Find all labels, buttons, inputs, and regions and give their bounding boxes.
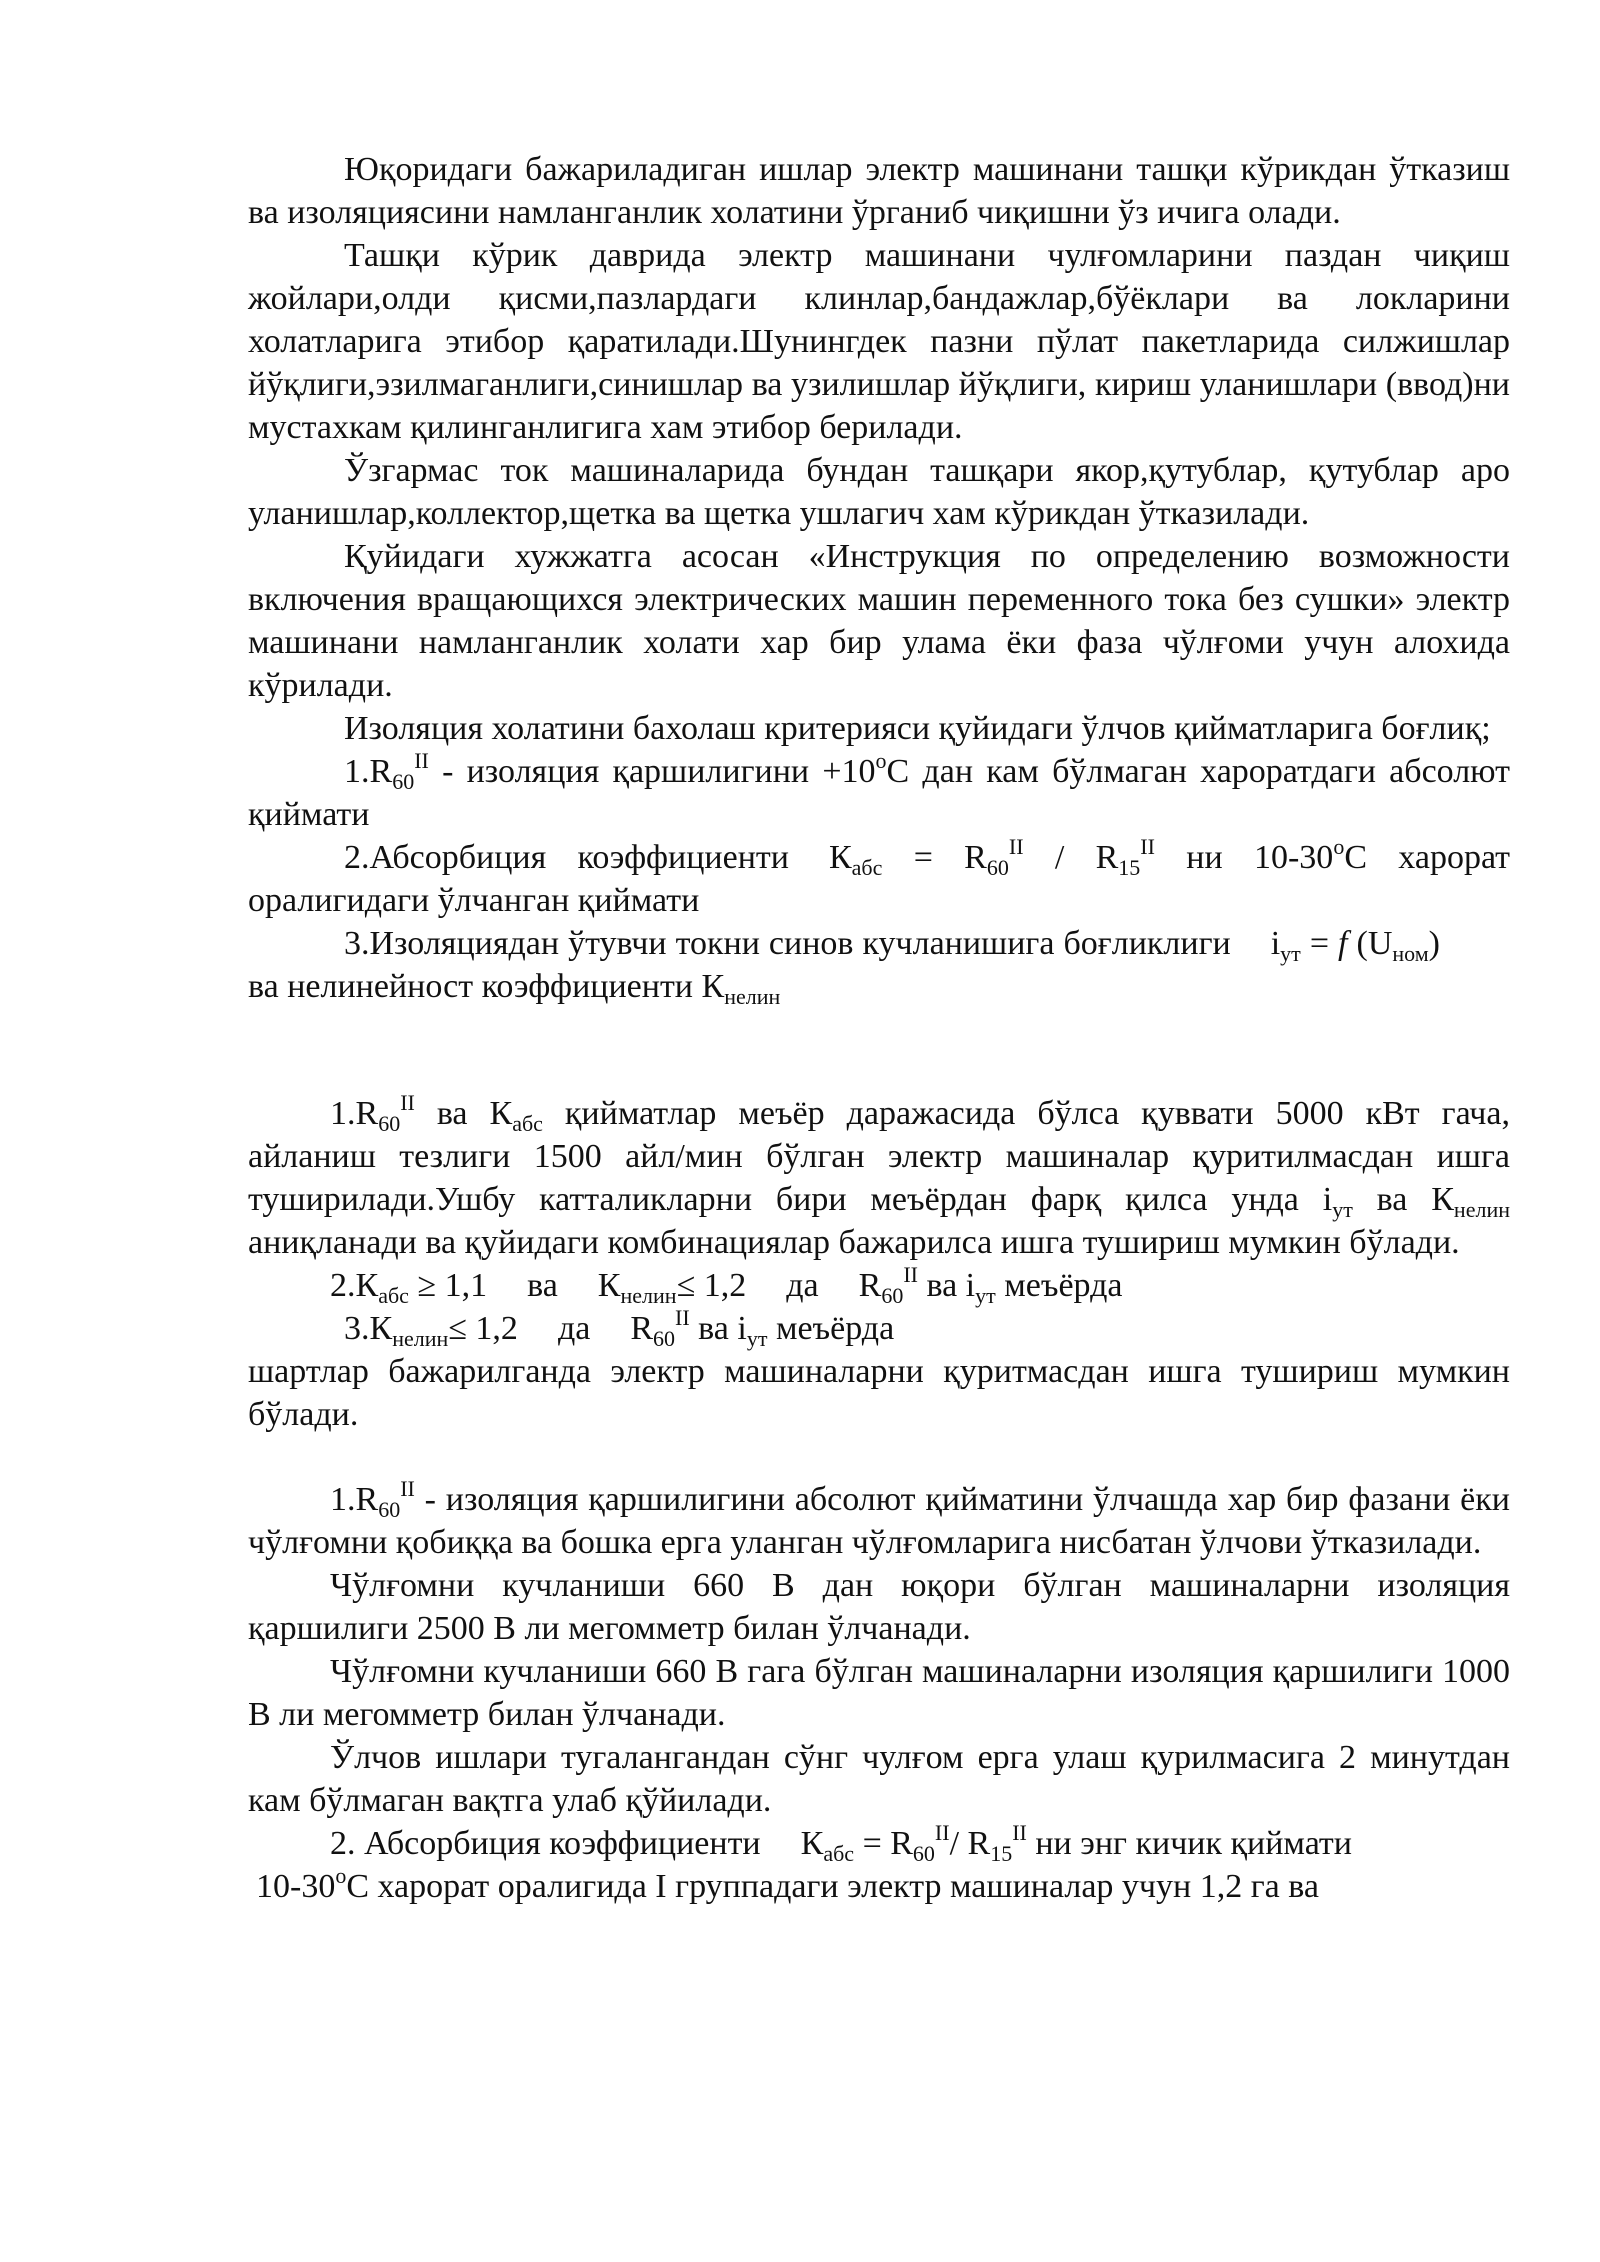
text: f: [1338, 925, 1348, 962]
paragraph-dc-machines: Ўзгармас ток машиналарида бундан ташқари якор,қутублар, қутублар аро уланишлар,коллектор,щетка ва щетка ушлагич хам кўрикдан ўтказилади.: [248, 452, 1510, 532]
text: ≤ 1,2: [448, 1310, 518, 1347]
criterion-1: [248, 750, 1510, 836]
paragraph-temperature-range: [248, 1865, 1510, 1908]
subscript: абс: [378, 1283, 409, 1308]
paragraph-megohmmeter-1000: Чўлғомни кучланиши 660 В гага бўлган машиналарни изоляция қаршилиги 1000 В ли мегомметр билан ўлчанади.: [248, 1653, 1510, 1733]
paragraph-startup-conditions: [248, 1092, 1510, 1264]
paragraph-criteria-intro: Изоляция холатини бахолаш критерияси қуйидаги ўлчов қийматларига боғлиқ;: [344, 710, 1491, 747]
superscript: II: [1012, 1820, 1027, 1845]
text: ≤ 1,2: [676, 1267, 747, 1304]
text: R: [858, 1267, 882, 1304]
text: К: [597, 1267, 621, 1304]
text: қийматлар меъёр даражасида бўлса қуввати 5000 кВт гача, айланиш тезлиги 1500 айл/мин бўлган электр машиналар қуритилмасдан ишга туширилади.Ушбу катталикларни бири меъёрдан фарқ қилса унда i: [248, 1095, 1510, 1218]
subscript: 15: [1118, 855, 1141, 880]
text: 1.R: [344, 753, 393, 790]
text: 3.Изоляциядан ўтувчи токни синов кучланишига боғликлиги: [344, 925, 1231, 962]
text: аниқланади ва қуйидаги комбинациялар бажарилса ишга тушириш мумкин бўлади.: [248, 1224, 1460, 1261]
subscript: абс: [823, 1841, 855, 1866]
text: да: [786, 1267, 819, 1304]
text: 10-30: [256, 1868, 336, 1905]
text: / R: [949, 1825, 991, 1862]
superscript: II: [414, 748, 429, 773]
text: 2. Абсорбиция коэффициенти: [330, 1825, 761, 1862]
subscript: 60: [378, 1111, 401, 1136]
subscript: ут: [975, 1283, 996, 1308]
text: i: [1270, 925, 1281, 962]
text: (U: [1356, 925, 1393, 962]
text: ): [1428, 925, 1440, 962]
text: К: [800, 1825, 824, 1862]
text: / R: [1023, 839, 1119, 876]
text: меъёрда: [767, 1310, 895, 1347]
superscript: o: [1333, 834, 1345, 859]
text: С харорат оралигидаги ўлчанган қиймати: [248, 839, 1511, 919]
subscript: нелин: [724, 984, 781, 1009]
subscript: 60: [881, 1283, 904, 1308]
subscript: ном: [1392, 941, 1429, 966]
text: 1.R: [330, 1095, 379, 1132]
combination-2: [248, 1264, 1510, 1307]
paragraph-grounding: Ўлчов ишлари тугалангандан сўнг чулғом ерга улаш қурилмасига 2 минутдан кам бўлмаган вақтга улаб қўйилади.: [248, 1739, 1510, 1819]
paragraph-external-inspection: Ташқи кўрик даврида электр машинани чулғомларини паздан чиқиш жойлари,олди қисми,пазлардаги клинлар,бандажлар,бўёклари ва локларини холатларига этибор қаратилади.Шунингдек пазни пўлат пакетларида силжишлар йўқлиги,эзилмаганлиги,синишлар ва узилишлар йўқлиги, кириш уланишлари (ввод)ни мустахкам қилинганлигига хам этибор берилади.: [248, 237, 1510, 446]
text: ни 10-30: [1154, 839, 1334, 876]
text: 1.R: [330, 1481, 379, 1518]
text: С харорат оралигида I группадаги электр машиналар учун 1,2 га ва: [346, 1868, 1319, 1905]
superscript: II: [400, 1476, 415, 1501]
subscript: 15: [990, 1841, 1013, 1866]
text: ва К: [414, 1095, 513, 1132]
subscript: 60: [653, 1326, 676, 1351]
superscript: II: [1140, 834, 1155, 859]
text: = R: [882, 839, 987, 876]
text: 3.К: [344, 1310, 393, 1347]
superscript: II: [400, 1090, 415, 1115]
superscript: II: [675, 1305, 690, 1330]
text: ва: [527, 1267, 558, 1304]
text: - изоляция қаршилигини абсолют қийматини ўлчашда хар бир фазани ёки чўлғомни қобиққа ва бошка ерга уланган чўлғомларига нисбатан ўлчови ўтказилади.: [248, 1481, 1510, 1561]
text: 2.Абсорбиция коэффициенти: [344, 839, 789, 876]
subscript: нелин: [620, 1283, 677, 1308]
text: ва К: [1352, 1181, 1454, 1218]
text: = R: [854, 1825, 913, 1862]
subscript: нелин: [1453, 1197, 1510, 1222]
subscript: абс: [851, 855, 883, 880]
subscript: 60: [392, 769, 415, 794]
subscript: 60: [912, 1841, 935, 1866]
text: ≥ 1,1: [408, 1267, 488, 1304]
paragraph-megohmmeter-2500: Чўлғомни кучланиши 660 В дан юқори бўлган машиналарни изоляция қаршилиги 2500 В ли мегомметр билан ўлчанади.: [248, 1567, 1510, 1647]
text: К: [828, 839, 852, 876]
text: ва нелинейност коэффициенти К: [248, 968, 725, 1005]
paragraph-inspection-intro: Юқоридаги бажариладиган ишлар электр машинани ташқи кўрикдан ўтказиш ва изоляциясини намланганлик холатини ўрганиб чиқишни ўз ичига олади.: [248, 151, 1510, 231]
subscript: ут: [746, 1326, 768, 1351]
text: ва i: [917, 1267, 976, 1304]
subscript: ут: [1332, 1197, 1353, 1222]
superscript: II: [903, 1262, 918, 1287]
text: меъёрда: [995, 1267, 1123, 1304]
text: да: [557, 1310, 591, 1347]
text: ва i: [689, 1310, 747, 1347]
text: 2.К: [330, 1267, 379, 1304]
text: - изоляция қаршилигини +10: [428, 753, 876, 790]
subscript: абс: [512, 1111, 543, 1136]
text: ни энг кичик қиймати: [1026, 1825, 1352, 1862]
superscript: o: [335, 1863, 347, 1888]
combination-3: [248, 1307, 1510, 1350]
superscript: o: [875, 748, 887, 773]
superscript: II: [1008, 834, 1024, 859]
subscript: 60: [378, 1497, 401, 1522]
text: =: [1300, 925, 1339, 962]
text: R: [630, 1310, 654, 1347]
text: С дан кам бўлмаган хароратдаги абсолют қиймати: [248, 753, 1510, 833]
paragraph-conditions-met: шартлар бажарилганда электр машиналарни қуритмасдан ишга тушириш мумкин бўлади.: [248, 1353, 1510, 1433]
subscript: нелин: [392, 1326, 449, 1351]
subscript: 60: [986, 855, 1009, 880]
criterion-3: [248, 922, 1510, 1008]
superscript: II: [934, 1820, 950, 1845]
paragraph-absorption-coefficient: [248, 1822, 1510, 1865]
paragraph-instruction-reference: Қуйидаги хужжатга асосан «Инструкция по определению возможности включения вращающихся электрических машин переменного тока без сушки» электр машинани намланганлик холати хар бир улама ёки фаза чўлғоми учун алохида кўрилади.: [248, 538, 1510, 704]
subscript: ут: [1280, 941, 1301, 966]
paragraph-resistance-measurement: [248, 1478, 1510, 1564]
criterion-2: [248, 836, 1510, 922]
